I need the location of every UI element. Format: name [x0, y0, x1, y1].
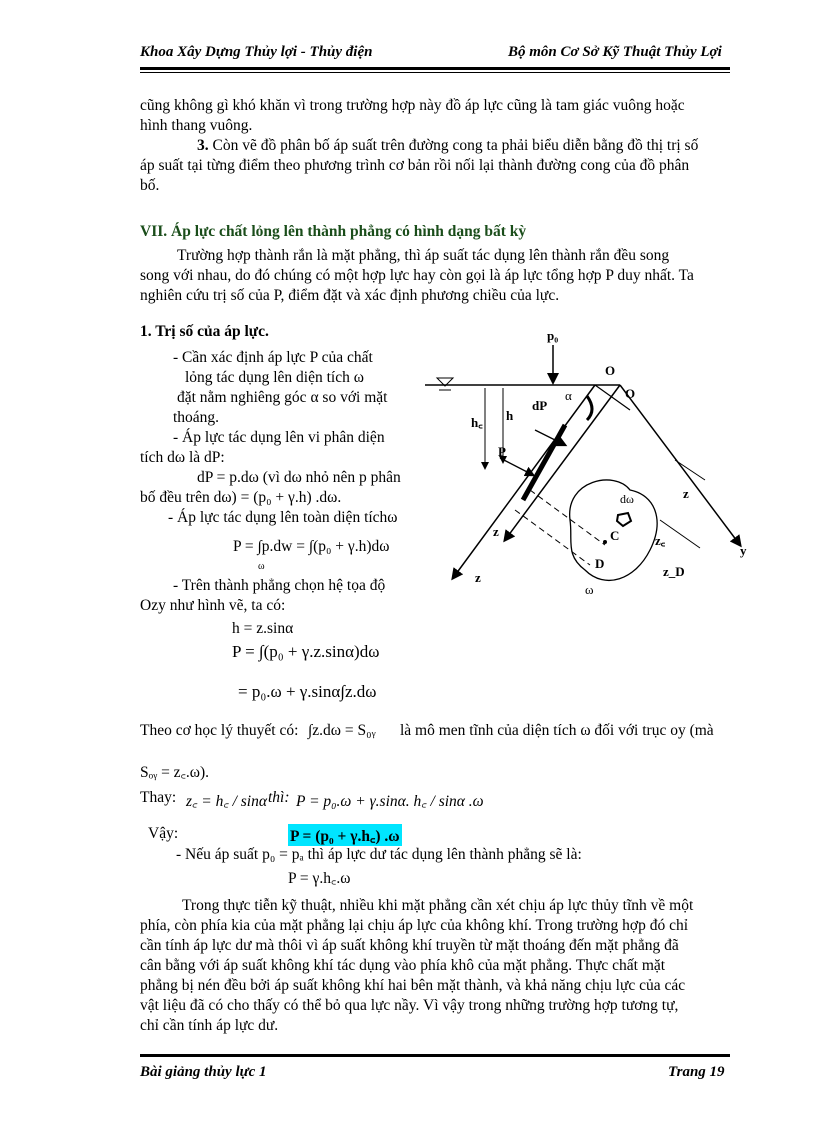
- header-rule-thin: [140, 72, 730, 73]
- label-z1: z: [493, 524, 499, 539]
- label-alpha: α: [565, 388, 572, 403]
- gauge-pressure-eq: P = γ.h꜀.ω: [288, 870, 351, 887]
- vay-label: Vậy:: [148, 825, 179, 842]
- equation-h: h = z.sinα: [232, 620, 294, 637]
- label-h: h: [506, 408, 514, 423]
- centroid-C: [603, 540, 607, 544]
- header-rule: [140, 67, 730, 70]
- omega-sub: ω: [258, 561, 265, 572]
- theory-line2: Sₒᵧ = z꜀.ω).: [140, 764, 210, 781]
- theory-label: Theo cơ học lý thuyết có:: [140, 722, 299, 739]
- element-domega: [617, 513, 631, 526]
- thi-label: thì:: [268, 789, 290, 806]
- inclined-plane-figure: [415, 320, 760, 610]
- zc-equation: z꜀ = h꜀ / sinα: [186, 793, 267, 810]
- result-formula: P = (p₀ + γ.h꜀) .ω: [288, 824, 402, 846]
- equation-p-integral: P = ∫(p₀ + γ.z.sinα)dω: [232, 642, 380, 661]
- inclined-wall: [453, 385, 595, 578]
- label-dP: dP: [532, 398, 548, 413]
- equation-integral-1: P = ∫p.dw = ∫(p₀ + γ.h)dω: [233, 538, 390, 555]
- alpha-arc: [587, 396, 592, 420]
- element-strip: [523, 425, 565, 500]
- dim-zc: [660, 520, 700, 548]
- label-omega: ω: [585, 582, 594, 597]
- thay-label: Thay:: [140, 789, 177, 806]
- header-left: Khoa Xây Dựng Thủy lợi - Thủy điện: [140, 44, 373, 60]
- footer-rule: [140, 1054, 730, 1057]
- intro-paragraph: cũng không gì khó khăn vì trong trường hợp này đồ áp lực cũng là tam giác vuông hoặc hình thang vuông. 3. Còn vẽ đồ phân bố áp suất trên đường cong ta phải biểu diễn bằng đồ thị trị số áp suất tại từng điểm theo phương trình cơ bản rồi nối lại thành đường cong của đồ phân bố.: [140, 97, 699, 194]
- label-hC: h꜀: [471, 415, 483, 430]
- z-axis: [505, 385, 620, 540]
- footer-page: Trang 19: [668, 1064, 725, 1080]
- label-P: P: [498, 444, 506, 459]
- gauge-pressure-text: - Nếu áp suất p₀ = pₐ thì áp lực dư tác dụng lên thành phẳng sẽ là:: [176, 846, 582, 863]
- static-moment-eq: ∫z.dω = S₀ᵧ: [308, 722, 376, 739]
- P-arrow: [500, 458, 533, 475]
- label-p0: p₀: [547, 328, 559, 343]
- equation-p-moment: = p₀.ω + γ.sinα∫z.dω: [238, 682, 377, 701]
- p-substituted-equation: P = p₀.ω + γ.sinα. h꜀ / sinα .ω: [296, 793, 484, 810]
- y-axis: [620, 385, 740, 545]
- label-y: y: [740, 543, 747, 558]
- projection-D: [515, 510, 590, 565]
- section-paragraph: Trường hợp thành rắn là mặt phẳng, thì áp suất tác dụng lên thành rắn đều song song với nhau, do đó chúng có một hợp lực hay còn gọi là áp lực tổng hợp P duy nhất. Ta nghiên cứu trị số của P, điểm đặt và xác định phương chiều của lực.: [140, 247, 694, 304]
- label-C: C: [610, 528, 620, 543]
- header-right: Bộ môn Cơ Sở Kỹ Thuật Thủy Lợi: [508, 44, 722, 60]
- label-D: D: [595, 556, 605, 571]
- final-paragraph: Trong thực tiễn kỹ thuật, nhiều khi mặt phẳng cần xét chịu áp lực thủy tĩnh về một phía, còn phía kia của mặt phẳng lại chịu áp lực của không khí. Trong trường hợp đó chỉ cần tính áp lực dư mà thôi vì áp suất không khí truyền từ mặt thoáng đến mặt phẳng đã cân bằng với áp suất không khí tác dụng vào phía khô của mặt phẳng. Thực chất mặt phẳng bị nén đều bởi áp suất không khí hai bên mặt thành, và khả năng chịu lực của các vật liệu đã có cho thấy có thể bỏ qua lực nầy. Vì vậy trong những trường hợp tương tự, chỉ cần tính áp lực dư.: [140, 897, 694, 1034]
- label-z3: z: [683, 486, 689, 501]
- footer-left: Bài giảng thủy lực 1: [140, 1064, 267, 1080]
- label-zD: z_D: [663, 564, 685, 579]
- sub1-text: - Cần xác định áp lực P của chất lỏng tác dụng lên diện tích ω đặt nằm nghiêng góc α so với mặt thoáng. - Áp lực tác dụng lên vi phân diện tích dω là dP: dP = p.dω (vì dω nhỏ nên p phân bố đều trên dω) = (p₀ + γ.h) .dω. - Áp lực tác dụng lên toàn diện tíchω: [140, 349, 401, 526]
- sub1-text-2: - Trên thành phẳng chọn hệ tọa độ Ozy như hình vẽ, ta có:: [140, 577, 386, 614]
- label-zc: z꜀: [655, 533, 666, 548]
- projection-C: [530, 490, 605, 545]
- label-z2: z: [475, 570, 481, 585]
- dim-z: [675, 460, 705, 480]
- label-O2: O: [625, 386, 636, 401]
- theory-text: là mô men tĩnh của diện tích ω đối với trục oy (mà: [400, 722, 714, 739]
- label-domega: dω: [620, 492, 634, 506]
- section-title: VII. Áp lực chất lỏng lên thành phẳng có hình dạng bất kỳ: [140, 223, 527, 240]
- subsection-title: 1. Trị số của áp lực.: [140, 323, 269, 340]
- label-O1: O: [605, 363, 616, 378]
